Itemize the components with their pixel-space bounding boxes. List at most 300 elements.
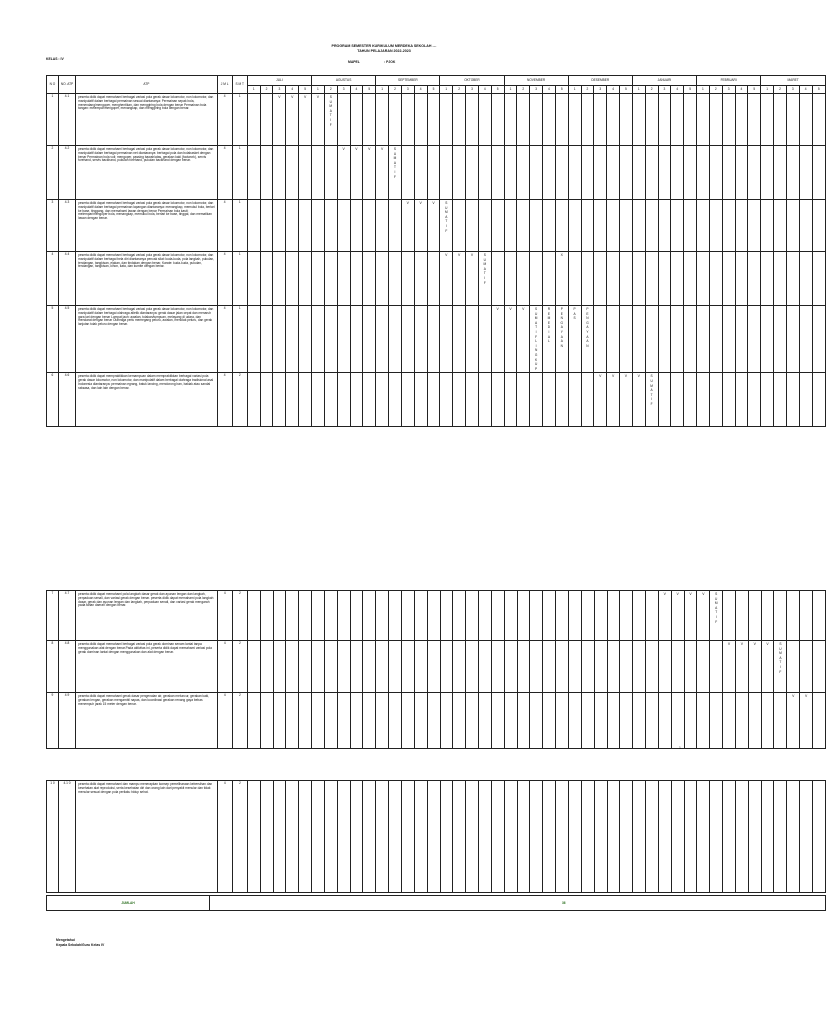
jml-value: 4 <box>217 252 232 306</box>
week-cell <box>555 306 568 373</box>
week-cell <box>645 94 658 146</box>
semester-program-table <box>46 75 826 427</box>
week-cell <box>350 252 363 306</box>
week-cell <box>324 781 337 893</box>
smt-value: 1 <box>232 200 247 252</box>
week-cell <box>312 373 325 427</box>
assessment-label: S U M A T I F <box>650 374 653 406</box>
week-cell <box>709 94 722 146</box>
week-cell <box>632 200 645 252</box>
week-cell <box>504 641 517 693</box>
week-header: 2 <box>260 86 273 94</box>
week-cell <box>774 373 787 427</box>
week-cell <box>710 591 723 641</box>
week-cell <box>312 146 325 200</box>
week-cell <box>350 146 363 200</box>
week-cell <box>273 200 286 252</box>
week-cell <box>376 693 389 749</box>
week-cell <box>312 641 325 693</box>
jml-value: 4 <box>217 94 232 146</box>
week-cell <box>748 373 761 427</box>
week-cell <box>363 146 376 200</box>
week-cell <box>517 146 530 200</box>
jml-value: 4 <box>217 373 232 427</box>
week-cell <box>735 306 748 373</box>
week-header: 3 <box>530 86 543 94</box>
week-cell <box>594 641 607 693</box>
week-cell <box>466 146 479 200</box>
week-cell <box>761 373 774 427</box>
week-cell <box>645 200 658 252</box>
document-title: PROGRAM SEMESTER KURIKULUM MERDEKA SEKOLAH .... <box>331 44 437 48</box>
week-cell <box>453 252 466 306</box>
activity-mark: V <box>432 201 435 205</box>
week-cell <box>735 252 748 306</box>
week-cell <box>607 781 620 893</box>
week-cell <box>312 781 325 893</box>
row-number: 7 <box>47 591 59 641</box>
week-cell <box>594 200 607 252</box>
month-header: OKTOBER <box>440 76 504 86</box>
week-cell <box>761 591 774 641</box>
week-header: 1 <box>504 86 517 94</box>
week-cell <box>620 373 633 427</box>
week-cell <box>530 591 543 641</box>
summary-label: JUMLAH <box>47 896 210 910</box>
week-cell <box>799 306 812 373</box>
week-cell <box>735 693 748 749</box>
week-cell <box>337 693 350 749</box>
smt-value: 2 <box>232 373 247 427</box>
acknowledged-label: Mengetahui <box>56 938 75 942</box>
week-cell <box>568 641 581 693</box>
week-header: 2 <box>645 86 658 94</box>
week-cell <box>786 94 799 146</box>
week-cell <box>414 200 427 252</box>
row-number: 1 <box>47 94 59 146</box>
week-cell <box>735 781 748 893</box>
week-header: 4 <box>799 86 812 94</box>
week-cell <box>466 252 479 306</box>
week-cell <box>813 641 826 693</box>
jml-value: 4 <box>217 591 232 641</box>
week-cell <box>427 373 440 427</box>
week-cell <box>273 591 286 641</box>
week-cell <box>427 252 440 306</box>
week-cell <box>748 641 761 693</box>
atp-description: peserta didik dapat memahami berbagai variasi pola gerak dasar lokomotor, non lokomotor, dan manipulatif dalam berbagai permainan sesuai diantaranya: Permainan sepak bola, menendang/mengoper, menghentikan, dan menggiring bola dengan benar Permainan bola tangan: melempar/mengoper, menangkap, dan menggiring bola dengan benar. <box>76 94 217 146</box>
row-number: 1 0 <box>47 781 59 893</box>
week-cell <box>312 94 325 146</box>
week-cell <box>786 146 799 200</box>
atp-description: peserta didik dapat memahami pola langkah dasar gerak dan ayunan lengan dan langkah, perpaduan senali, dan variasi gerak dengan benar. peserta didik dapat memahami pola langkah dasar, gerak dan ayunan lengan dan langkah, perpaduan senali, dan variasi gerak mengarah pada tarian daerah dengan benar. <box>76 591 218 641</box>
week-cell <box>324 146 337 200</box>
week-cell <box>581 781 594 893</box>
week-cell <box>479 693 492 749</box>
week-header: 3 <box>722 86 735 94</box>
activity-mark: V <box>458 253 461 257</box>
week-cell <box>376 781 389 893</box>
week-cell <box>774 146 787 200</box>
week-cell <box>684 591 697 641</box>
week-cell <box>324 373 337 427</box>
week-cell <box>517 693 530 749</box>
week-cell <box>646 641 659 693</box>
week-cell <box>286 373 299 427</box>
assessment-label: P A S <box>573 307 576 321</box>
week-cell <box>247 781 260 893</box>
week-cell <box>645 306 658 373</box>
class-label: KELAS : IV <box>46 57 64 61</box>
week-cell <box>697 306 710 373</box>
week-cell <box>453 693 466 749</box>
week-cell <box>543 252 556 306</box>
week-cell <box>620 252 633 306</box>
week-cell <box>427 146 440 200</box>
week-cell <box>646 781 659 893</box>
week-cell <box>363 781 376 893</box>
week-cell <box>363 252 376 306</box>
week-cell <box>620 200 633 252</box>
week-cell <box>658 373 671 427</box>
row-number: 8 <box>47 641 59 693</box>
week-cell <box>260 781 273 893</box>
week-cell <box>389 591 402 641</box>
jml-value: 4 <box>217 306 232 373</box>
week-header: 2 <box>774 86 787 94</box>
week-cell <box>299 146 312 200</box>
activity-mark: V <box>368 147 371 151</box>
week-cell <box>299 591 312 641</box>
week-cell <box>376 146 389 200</box>
col-atp-number-header: NO. ATP <box>58 76 75 94</box>
week-cell <box>722 200 735 252</box>
week-cell <box>632 306 645 373</box>
activity-mark: V <box>509 307 512 311</box>
week-cell <box>363 94 376 146</box>
week-cell <box>607 373 620 427</box>
week-cell <box>812 94 825 146</box>
week-cell <box>658 306 671 373</box>
week-cell <box>478 94 491 146</box>
week-cell <box>543 146 556 200</box>
col-jml-header: J M L <box>217 76 232 94</box>
week-cell <box>337 641 350 693</box>
month-header: DESEMBER <box>568 76 632 86</box>
week-cell <box>350 94 363 146</box>
week-cell <box>312 252 325 306</box>
week-cell <box>658 693 671 749</box>
week-header: 3 <box>594 86 607 94</box>
week-cell <box>748 781 761 893</box>
week-cell <box>299 252 312 306</box>
week-cell <box>568 200 581 252</box>
week-cell <box>813 591 826 641</box>
activity-mark: V <box>445 253 448 257</box>
week-cell <box>517 200 530 252</box>
week-cell <box>389 373 402 427</box>
week-cell <box>530 306 543 373</box>
week-cell <box>389 641 402 693</box>
week-cell <box>414 306 427 373</box>
week-cell <box>440 146 453 200</box>
week-cell <box>491 146 504 200</box>
activity-mark: V <box>637 374 640 379</box>
assessment-label: R E M E D I A L <box>547 307 551 344</box>
week-cell <box>786 200 799 252</box>
week-cell <box>800 693 813 749</box>
week-cell <box>491 781 504 893</box>
week-cell <box>299 641 312 693</box>
week-cell <box>787 641 800 693</box>
activity-mark: V <box>804 694 808 698</box>
week-cell <box>286 641 299 693</box>
atp-description: peserta didik dapat memahami berbagai variasi pola gerak dasar lokomotor, non lokomotor, dan manipulatif dalam berbagai bela diri diantaranya pencak silat: kuda-kuda, pola langkah, pukulan, tendangan, tangkisan, elakan, dan tindakan dengan benar, Karate: kuda-kuda, pukulan, tendangan, tangkisan, kihon, kata, dan kumite dengan benar. <box>76 252 217 306</box>
week-cell <box>632 252 645 306</box>
activity-mark: V <box>406 201 409 205</box>
atp-number: 4.2 <box>58 146 75 200</box>
week-header: 5 <box>748 86 761 94</box>
week-header: 3 <box>337 86 350 94</box>
week-cell <box>812 252 825 306</box>
week-cell <box>401 200 414 252</box>
assessment-label: P E N G A Y A A N <box>560 307 564 348</box>
academic-year: TAHUN PELAJARAN 2022-2023 <box>357 49 411 53</box>
week-cell <box>517 252 530 306</box>
activity-mark: V <box>766 642 769 646</box>
week-cell <box>504 693 517 749</box>
month-header: SEPTEMBER <box>376 76 440 86</box>
week-header: 3 <box>658 86 671 94</box>
week-cell <box>286 591 299 641</box>
activity-mark: V <box>727 642 731 646</box>
month-header: FEBRUARI <box>697 76 761 86</box>
week-cell <box>568 94 581 146</box>
week-cell <box>723 781 736 893</box>
week-cell <box>517 373 530 427</box>
atp-description: peserta didik dapat memahami berbagai variasi pola gerak dominan senam lantai tanpa menggunakan alat dengan benar.Pada aktivitas ini, peserta didik dapat memahami variasi pola gerak dominan lantai dengan menggunakan dan alat dengan benar. <box>76 641 218 693</box>
activity-mark: V <box>624 374 628 379</box>
week-cell <box>710 693 723 749</box>
week-cell <box>722 373 735 427</box>
week-cell <box>723 693 736 749</box>
week-header: 5 <box>555 86 568 94</box>
week-cell <box>799 146 812 200</box>
week-cell <box>389 306 402 373</box>
week-cell <box>478 306 491 373</box>
semester-program-table-part2 <box>46 590 826 749</box>
week-cell <box>414 693 427 749</box>
week-cell <box>491 94 504 146</box>
week-cell <box>337 781 350 893</box>
week-cell <box>581 252 594 306</box>
smt-value: 2 <box>232 641 247 693</box>
week-cell <box>774 306 787 373</box>
week-cell <box>646 693 659 749</box>
week-cell <box>568 693 581 749</box>
week-cell <box>581 94 594 146</box>
week-cell <box>697 94 710 146</box>
week-cell <box>684 200 697 252</box>
week-cell <box>466 641 479 693</box>
week-cell <box>607 146 620 200</box>
week-cell <box>376 252 389 306</box>
week-cell <box>414 146 427 200</box>
week-cell <box>337 306 350 373</box>
week-cell <box>787 591 800 641</box>
week-cell <box>440 94 453 146</box>
week-cell <box>299 306 312 373</box>
week-cell <box>774 94 787 146</box>
week-cell <box>632 94 645 146</box>
smt-value: 2 <box>232 781 247 893</box>
week-cell <box>684 146 697 200</box>
week-header: 2 <box>517 86 530 94</box>
week-cell <box>684 781 697 893</box>
week-cell <box>645 373 658 427</box>
week-cell <box>620 94 633 146</box>
week-cell <box>594 591 607 641</box>
week-cell <box>286 200 299 252</box>
week-cell <box>568 306 581 373</box>
week-cell <box>247 591 260 641</box>
week-cell <box>350 641 363 693</box>
table-row <box>47 373 826 427</box>
week-cell <box>555 94 568 146</box>
smt-value: 2 <box>232 591 247 641</box>
month-header: NOVEMBER <box>504 76 568 86</box>
week-cell <box>748 693 761 749</box>
week-cell <box>530 200 543 252</box>
week-cell <box>401 146 414 200</box>
week-cell <box>710 641 723 693</box>
week-cell <box>645 146 658 200</box>
week-cell <box>697 252 710 306</box>
week-cell <box>761 94 774 146</box>
week-cell <box>620 146 633 200</box>
week-cell <box>247 94 260 146</box>
week-cell <box>697 200 710 252</box>
week-cell <box>658 146 671 200</box>
week-cell <box>632 146 645 200</box>
week-cell <box>286 94 299 146</box>
week-cell <box>312 591 325 641</box>
week-cell <box>286 146 299 200</box>
week-cell <box>581 200 594 252</box>
week-cell <box>620 641 633 693</box>
week-cell <box>453 146 466 200</box>
week-cell <box>594 252 607 306</box>
week-cell <box>568 373 581 427</box>
week-cell <box>453 591 466 641</box>
week-cell <box>633 781 646 893</box>
week-cell <box>671 373 684 427</box>
week-cell <box>697 591 710 641</box>
week-cell <box>530 641 543 693</box>
mapel-value: : PJOK <box>384 60 396 64</box>
col-no-header: N O <box>47 76 59 94</box>
week-cell <box>658 591 671 641</box>
week-cell <box>556 781 569 893</box>
week-cell <box>337 591 350 641</box>
week-cell <box>504 781 517 893</box>
week-cell <box>671 781 684 893</box>
week-cell <box>491 373 504 427</box>
week-cell <box>491 200 504 252</box>
atp-number: 4.9 <box>58 693 75 749</box>
week-header: 4 <box>607 86 620 94</box>
week-cell <box>440 306 453 373</box>
week-header: 5 <box>491 86 504 94</box>
week-cell <box>799 373 812 427</box>
week-cell <box>581 306 594 373</box>
week-cell <box>337 200 350 252</box>
table-row <box>47 693 826 749</box>
jml-value: 4 <box>217 693 232 749</box>
activity-mark: V <box>522 307 525 311</box>
week-cell <box>504 591 517 641</box>
week-cell <box>350 591 363 641</box>
week-cell <box>427 641 440 693</box>
week-cell <box>389 252 402 306</box>
week-cell <box>286 693 299 749</box>
assessment-label: S U M A T I F <box>329 95 333 127</box>
week-cell <box>800 781 813 893</box>
week-cell <box>247 200 260 252</box>
week-cell <box>646 591 659 641</box>
week-cell <box>466 693 479 749</box>
week-cell <box>581 693 594 749</box>
week-cell <box>414 591 427 641</box>
row-number: 6 <box>47 373 59 427</box>
week-header: 2 <box>581 86 594 94</box>
activity-mark: V <box>381 147 384 151</box>
week-cell <box>299 693 312 749</box>
row-number: 3 <box>47 200 59 252</box>
week-header: 5 <box>620 86 633 94</box>
week-header: 4 <box>286 86 299 94</box>
week-cell <box>799 252 812 306</box>
week-cell <box>363 373 376 427</box>
week-cell <box>491 591 504 641</box>
week-cell <box>247 373 260 427</box>
week-cell <box>479 781 492 893</box>
week-cell <box>607 200 620 252</box>
assessment-label: S U M A T I F <box>444 201 448 233</box>
week-cell <box>633 693 646 749</box>
week-cell <box>427 781 440 893</box>
week-header: 4 <box>414 86 427 94</box>
week-cell <box>286 252 299 306</box>
week-cell <box>466 200 479 252</box>
week-cell <box>555 200 568 252</box>
week-cell <box>247 306 260 373</box>
week-cell <box>337 94 350 146</box>
week-cell <box>504 146 517 200</box>
week-cell <box>697 781 710 893</box>
week-cell <box>350 373 363 427</box>
atp-number: 4.3 <box>58 200 75 252</box>
week-cell <box>453 641 466 693</box>
week-cell <box>709 373 722 427</box>
week-cell <box>414 641 427 693</box>
week-cell <box>504 94 517 146</box>
week-cell <box>324 94 337 146</box>
activity-mark: V <box>470 253 474 257</box>
week-cell <box>671 200 684 252</box>
week-cell <box>813 693 826 749</box>
activity-mark: V <box>792 694 795 698</box>
